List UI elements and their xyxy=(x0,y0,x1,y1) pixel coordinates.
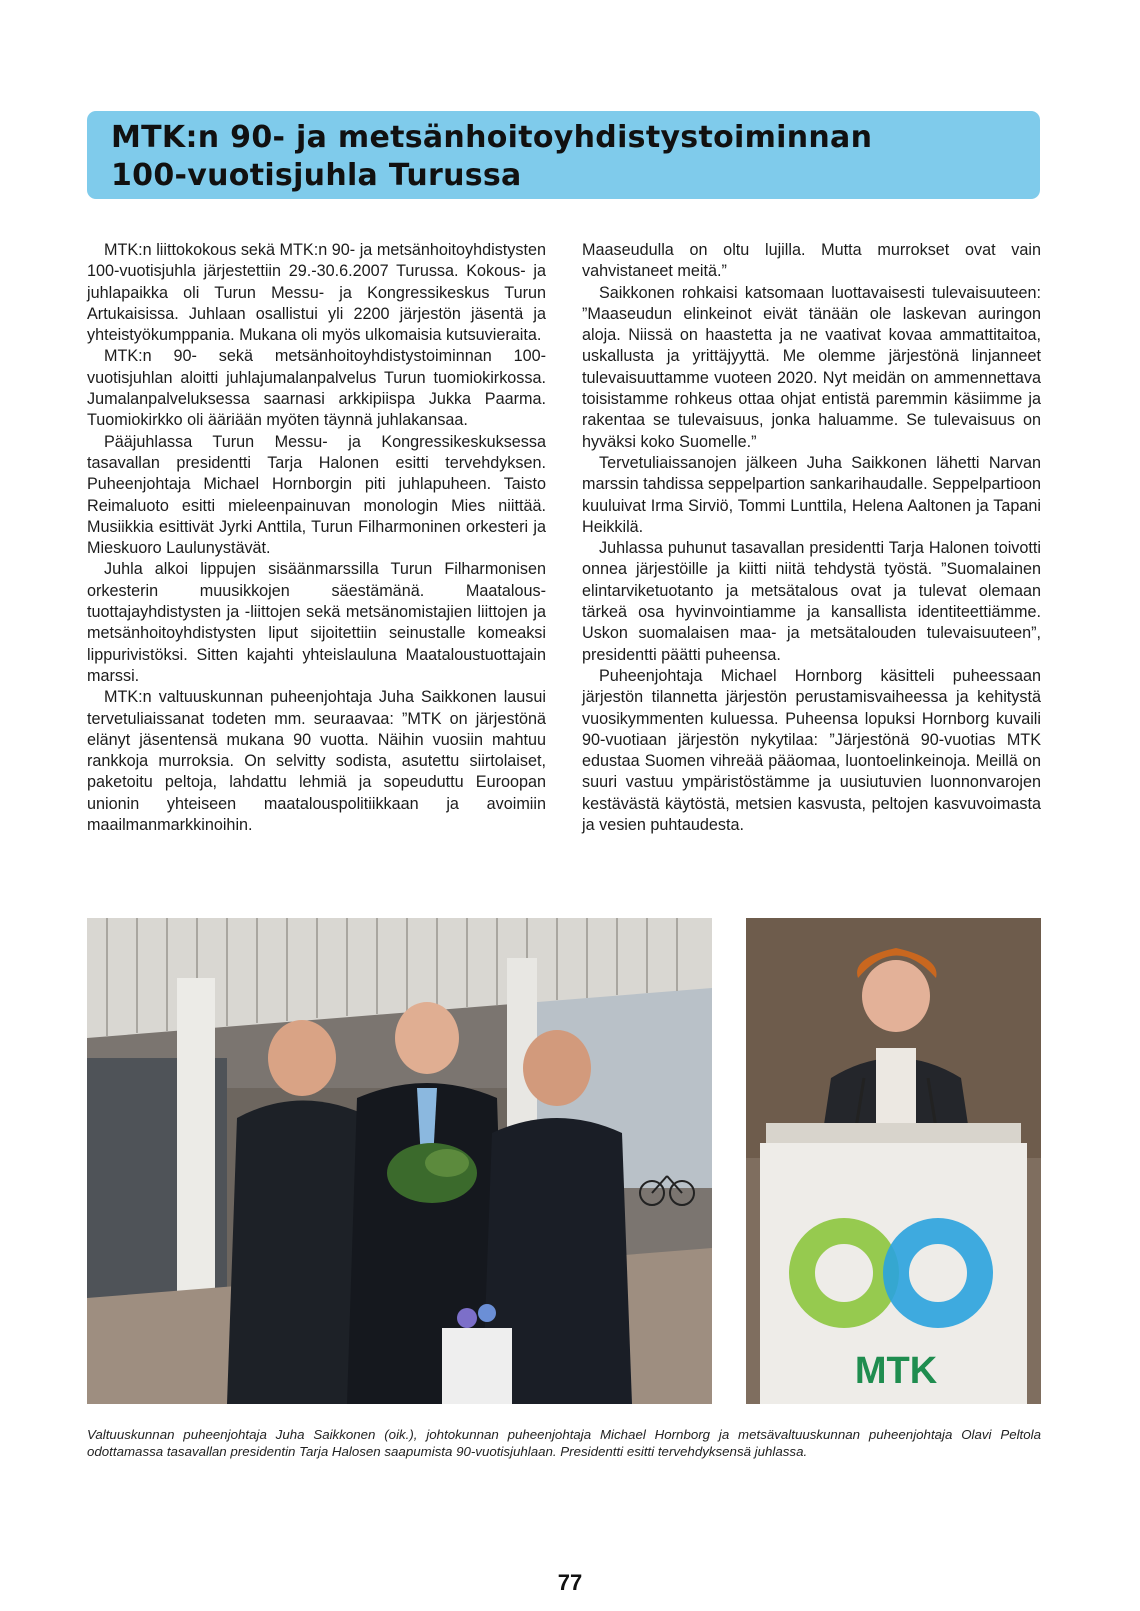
paragraph: Juhlassa puhunut tasavallan presidentti Tarja Halonen toivotti onnea järjestöille ja kiitti niitä tehdystä työstä. ”Suomalainen elintarviketuotanto ja metsätalous ovat ja tulevat olemaan tärkeä osa hyvinvointiamme ja kansallista identiteettiämme. Uskon suomalaisen maa- ja metsätalouden tulevaisuuteen”, presidentti päätti puheensa. xyxy=(582,539,1041,664)
article-column-left xyxy=(87,240,546,836)
article-title-line-1: MTK:n 90- ja metsänhoitoyhdistystoiminnan xyxy=(111,120,873,155)
photo-caption: Valtuuskunnan puheenjohtaja Juha Saikkonen (oik.), johtokunnan puheenjohtaja Michael Hornborg ja metsävaltuuskunnan puheenjohtaja Olavi Peltola odottamassa tasavallan presidentin Tarja Halosen saapumista 90-vuotisjuhlaan. Presidentti esitti tervehdyksensä juhlassa. xyxy=(87,1427,1041,1459)
paragraph: MTK:n valtuuskunnan puheenjohtaja Juha Saikkonen lausui tervetuliaissanat todeten mm. seuraavaa: ”MTK on järjestönä elänyt jäsentensä mukana 90 vuotta. Näihin vuosiin mahtuu rankkoja murroksia. On selvitty sodista, asutettu siirtolaiset, paketoitu peltoja, lahdattu lehmiä ja sopeuduttu Euroopan unionin yhteiseen maatalouspolitiikkaan ja avoimiin maailmanmarkkinoihin. xyxy=(87,688,546,835)
photo-officials-entrance xyxy=(87,918,712,1404)
paragraph: Saikkonen rohkaisi katsomaan luottavaisesti tulevaisuuteen: ”Maaseudun elinkeinot eivät tänään ole laskevan auringon aloja. Niissä on haastetta ja ne vaativat kovaa ammattitaitoa, uskallusta ja yrittäjyyttä. Me olemme järjestönä linjanneet tulevaisuuttamme vuoteen 2020. Nyt meidän on ammennettava toisistamme rohkeus ottaa ohjat entistä paremmin käsiimme ja rakentaa se tulevaisuus, jonka haluamme. Se tulevaisuus on hyväksi koko Suomelle.” xyxy=(582,283,1041,451)
paragraph: Puheenjohtaja Michael Hornborg käsitteli puheessaan järjestön tilannetta järjestön perustamisvaiheessa ja kehitystä vuosikymmenten kuluessa. Puheensa lopuksi Hornborg kuvaili 90-vuotiaan järjestön nykytilaa: ”Järjestönä 90-vuotias MTK edustaa Suomen vihreää pääomaa, luontoelinkeinoja. Meillä on suuri vastuu ympäristöstämme ja uusiutuvien luonnonvarojen kestävästä käytöstä, metsien kasvusta, peltojen kasvuvoimasta ja vesien puhtaudesta. xyxy=(582,666,1041,835)
article-column-right xyxy=(582,240,1041,836)
paragraph: MTK:n 90- sekä metsänhoitoyhdistystoiminnan 100-vuotisjuhlan aloitti juhlajumalanpalvelus Turun tuomiokirkossa. Jumalanpalveluksessa saarnasi arkkipiispa Jukka Paarma. Tuomiokirkko oli ääriään myöten täynnä juhlakansaa. xyxy=(87,347,546,430)
podium-logo-text: MTK xyxy=(854,1350,938,1392)
paragraph: MTK:n liittokokous sekä MTK:n 90- ja metsänhoitoyhdistysten 100-vuotisjuhla järjestettiin 29.-30.6.2007 Turussa. Kokous- ja juhlapaikka oli Turun Messu- ja Kongressikeskus Turun Artukaisissa. Juhlaan osallistui yli 2200 järjestön jäsentä ja yhteistyökumppania. Mukana oli myös ulkomaisia kutsuvieraita. xyxy=(87,241,546,345)
article-title-banner xyxy=(87,111,1040,199)
article-title-line-2: 100-vuotisjuhla Turussa xyxy=(111,158,522,193)
page-number: 77 xyxy=(557,1570,583,1595)
paragraph: Tervetuliaissanojen jälkeen Juha Saikkonen lähetti Narvan marssin tahdissa seppelpartion sankarihaudalle. Seppelpartioon kuuluivat Irma Sirviö, Tommi Lunttila, Helena Aaltonen ja Tapani Heikkilä. xyxy=(582,453,1041,536)
paragraph: Maaseudulla on oltu lujilla. Mutta murrokset ovat vain vahvistaneet meitä.” xyxy=(582,241,1041,281)
paragraph: Pääjuhlassa Turun Messu- ja Kongressikeskuksessa tasavallan presidentti Tarja Halonen esitti tervehdyksen. Puheenjohtaja Michael Hornborgin piti juhlapuheen. Taisto Reimaluoto esitti mieleenpainuvan monologin Mies niittää. Musiikkia esittivät Jyrki Anttila, Turun Filharmoninen orkesteri ja Mieskuoro Laulunystävät. xyxy=(87,432,546,558)
photo-president-podium xyxy=(746,918,1041,1404)
paragraph: Juhla alkoi lippujen sisäänmarssilla Turun Filharmonisen orkesterin muusikkojen säestämänä. Maataloustuottajayhdistysten ja -liittojen sekä metsänomistajien liittojen ja metsänhoitoyhdistysten liput sijoitettiin seinustalle komeaksi lippurivistöksi. Sitten kajahti yhteislauluna Maataloustuottajain marssi. xyxy=(87,560,546,685)
